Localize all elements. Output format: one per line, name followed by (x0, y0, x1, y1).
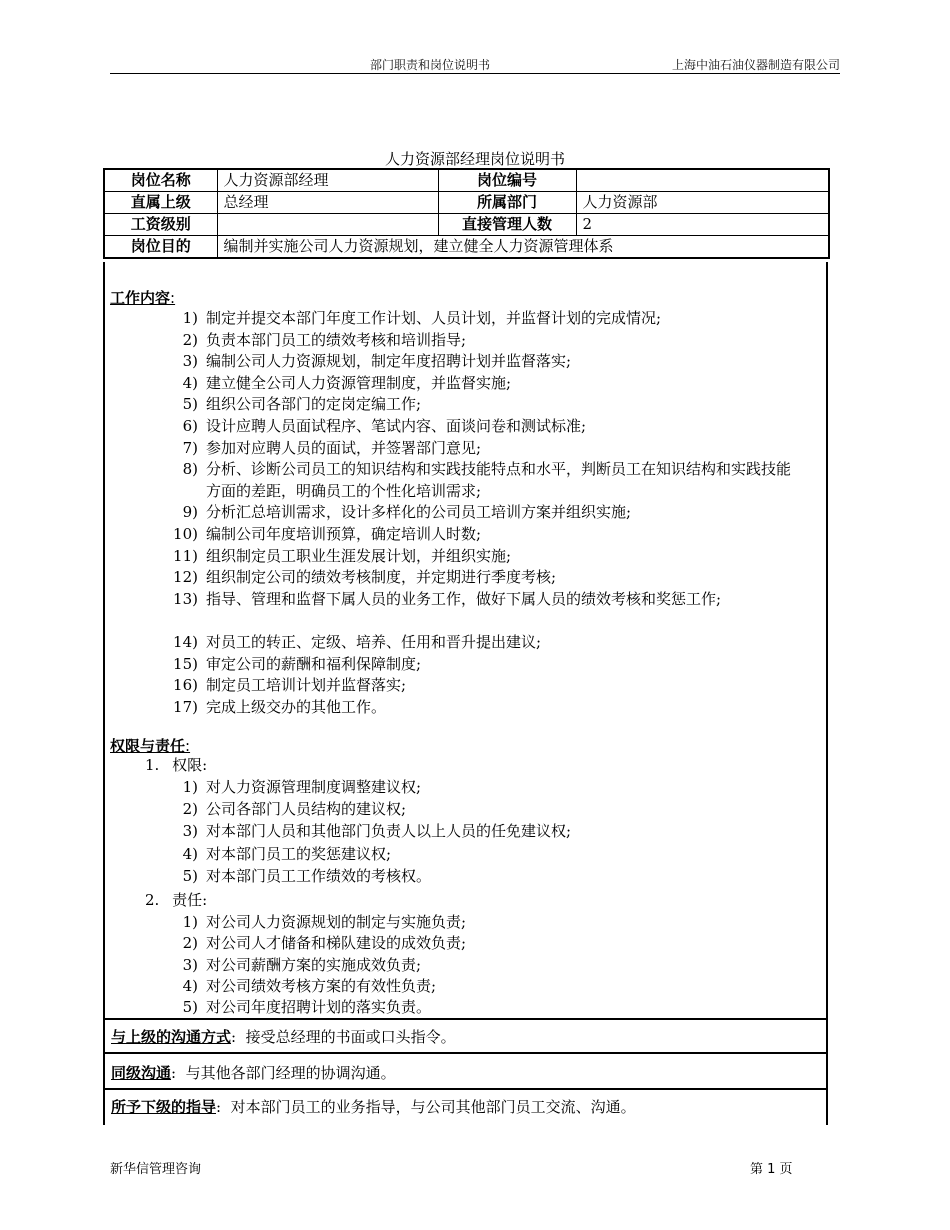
list-item-number: 2) (182, 934, 198, 953)
list-item-number: 1) (182, 913, 198, 931)
list-item-text: 对公司薪酬方案的实施成效负责; (206, 955, 422, 974)
list-item-number: 1) (182, 778, 198, 796)
purpose-value: 编制并实施公司人力资源规划，建立健全人力资源管理体系 (217, 236, 829, 259)
work-content-title-text: 工作内容 (110, 289, 171, 307)
list-item-text: 参加对应聘人员的面试，并签署部门意见; (206, 438, 482, 457)
table-row (104, 169, 829, 192)
authority-sub2-heading (145, 890, 207, 912)
direct-reports-label: 直接管理人数 (438, 214, 576, 236)
position-info-table (103, 168, 830, 259)
list-item-text: 设计应聘人员面试程序、笔试内容、面谈问卷和测试标准; (206, 417, 587, 435)
list-item-text: 分析、诊断公司员工的知识结构和实践技能特点和水平，判断员工在知识结构和实践技能方面的差距，明确员工的个性化培训需求; (206, 460, 792, 500)
position-name-label: 岗位名称 (104, 169, 217, 192)
list-item-text: 对本部门人员和其他部门负责人以上人员的任免建议权; (206, 822, 572, 841)
peer-communication: 同级沟通: 与其他各部门经理的协调沟通。 (103, 1054, 828, 1090)
list-item-text: 建立健全公司人力资源管理制度，并监督实施; (206, 373, 512, 392)
document-title: 人力资源部经理岗位说明书 (384, 150, 565, 168)
purpose-label: 岗位目的 (104, 236, 217, 259)
direct-reports-value: 2 (576, 214, 829, 236)
header-doc-name: 部门职责和岗位说明书 (370, 58, 491, 72)
list-item-number: 7) (182, 438, 198, 457)
list-item-number: 8) (182, 460, 198, 479)
list-item-number: 15) (173, 654, 198, 673)
work-content-title: 工作内容: (110, 289, 176, 307)
subordinate-guidance-text: 对本部门员工的业务指导，与公司其他部门员工交流、沟通。 (230, 1098, 636, 1116)
position-code-label: 岗位编号 (438, 169, 576, 192)
page-number: 第 1 页 (750, 1162, 793, 1177)
peer-communication-text: 与其他各部门经理的协调沟通。 (185, 1064, 396, 1082)
list-item-text: 公司各部门人员结构的建议权; (206, 800, 407, 819)
department-label: 所属部门 (438, 192, 576, 214)
list-item-text: 组织公司各部门的定岗定编工作; (206, 395, 422, 414)
list-item-text: 制定并提交本部门年度工作计划、人员计划，并监督计划的完成情况; (206, 309, 662, 327)
authority-sub1-heading (145, 755, 207, 777)
list-item-number: 5) (182, 866, 198, 885)
list-item-text: 对本部门员工工作绩效的考核权。 (206, 866, 432, 885)
list-item-number: 12) (173, 568, 198, 587)
authority-sub1-num: 1. (145, 756, 160, 774)
salary-value (217, 214, 438, 236)
list-item-text: 对公司年度招聘计划的落实负责。 (206, 998, 432, 1017)
list-item-text: 组织制定公司的绩效考核制度，并定期进行季度考核; (206, 568, 557, 587)
list-item-number: 2) (182, 800, 198, 819)
superior-value: 总经理 (217, 192, 438, 214)
footer-company: 新华信管理咨询 (110, 1162, 202, 1177)
table-row (104, 214, 829, 236)
header-company: 上海中油石油仪器制造有限公司 (671, 58, 840, 72)
list-item-text: 编制公司年度培训预算，确定培训人时数; (206, 525, 482, 543)
list-item-text: 对公司人力资源规划的制定与实施负责; (206, 913, 467, 931)
table-row (104, 192, 829, 214)
list-item-text: 对公司绩效考核方案的有效性负责; (206, 976, 437, 995)
table-row (104, 236, 829, 259)
list-item-text: 制定员工培训计划并监督落实; (206, 676, 407, 695)
list-item-text: 负责本部门员工的绩效考核和培训指导; (206, 330, 467, 349)
list-item-number: 3) (182, 822, 198, 841)
superior-communication-text: 接受总经理的书面或口头指令。 (245, 1028, 456, 1046)
department-value: 人力资源部 (576, 192, 829, 214)
list-item-text: 审定公司的薪酬和福利保障制度; (206, 654, 422, 673)
list-item-number: 4) (182, 976, 198, 995)
salary-label: 工资级别 (104, 214, 217, 236)
peer-communication-label: 同级沟通 (111, 1064, 172, 1082)
list-item-number: 1) (182, 309, 198, 327)
list-item-number: 4) (182, 844, 198, 863)
list-item-number: 4) (182, 373, 198, 392)
list-item-number: 3) (182, 955, 198, 974)
list-item-number: 2) (182, 330, 198, 349)
superior-communication-label: 与上级的沟通方式 (111, 1028, 232, 1046)
list-item-number: 16) (173, 676, 198, 695)
position-name-value: 人力资源部经理 (217, 169, 438, 192)
list-item-text: 对公司人才储备和梯队建设的成效负责; (206, 934, 467, 953)
superior-communication: 与上级的沟通方式: 接受总经理的书面或口头指令。 (103, 1020, 828, 1054)
authority-sub2-label: 责任: (172, 891, 208, 909)
list-item-number: 9) (182, 503, 198, 522)
subordinate-guidance: 所予下级的指导: 对本部门员工的业务指导，与公司其他部门员工交流、沟通。 (103, 1090, 828, 1125)
list-item-number: 3) (182, 352, 198, 371)
list-item-text: 对本部门员工的奖惩建议权; (206, 844, 392, 863)
subordinate-guidance-label: 所予下级的指导 (111, 1098, 217, 1116)
list-item-number: 6) (182, 417, 198, 435)
list-item-number: 10) (173, 525, 198, 543)
list-item-text: 分析汇总培训需求，设计多样化的公司员工培训方案并组织实施; (206, 503, 632, 522)
position-code-value (576, 169, 829, 192)
list-item-number: 5) (182, 395, 198, 414)
list-item-text: 完成上级交办的其他工作。 (206, 697, 387, 716)
authority-title-text: 权限与责任 (110, 737, 186, 755)
list-item-text: 对人力资源管理制度调整建议权; (206, 778, 422, 796)
header-divider (110, 73, 840, 74)
authority-sub1-label: 权限: (172, 756, 208, 774)
list-item-number: 11) (173, 546, 198, 565)
list-item-text: 指导、管理和监督下属人员的业务工作，做好下属人员的绩效考核和奖惩工作; (206, 589, 722, 608)
list-item-text: 组织制定员工职业生涯发展计划，并组织实施; (206, 546, 512, 565)
authority-title: 权限与责任: (110, 737, 191, 755)
list-item-number: 14) (173, 633, 198, 651)
list-item-number: 17) (173, 697, 198, 716)
list-item-text: 对员工的转正、定级、培养、任用和晋升提出建议; (206, 633, 542, 651)
list-item-text: 编制公司人力资源规划，制定年度招聘计划并监督落实; (206, 352, 572, 371)
superior-label: 直属上级 (104, 192, 217, 214)
list-item-number: 5) (182, 998, 198, 1017)
authority-sub2-num: 2. (145, 891, 160, 909)
list-item-number: 13) (173, 589, 198, 608)
